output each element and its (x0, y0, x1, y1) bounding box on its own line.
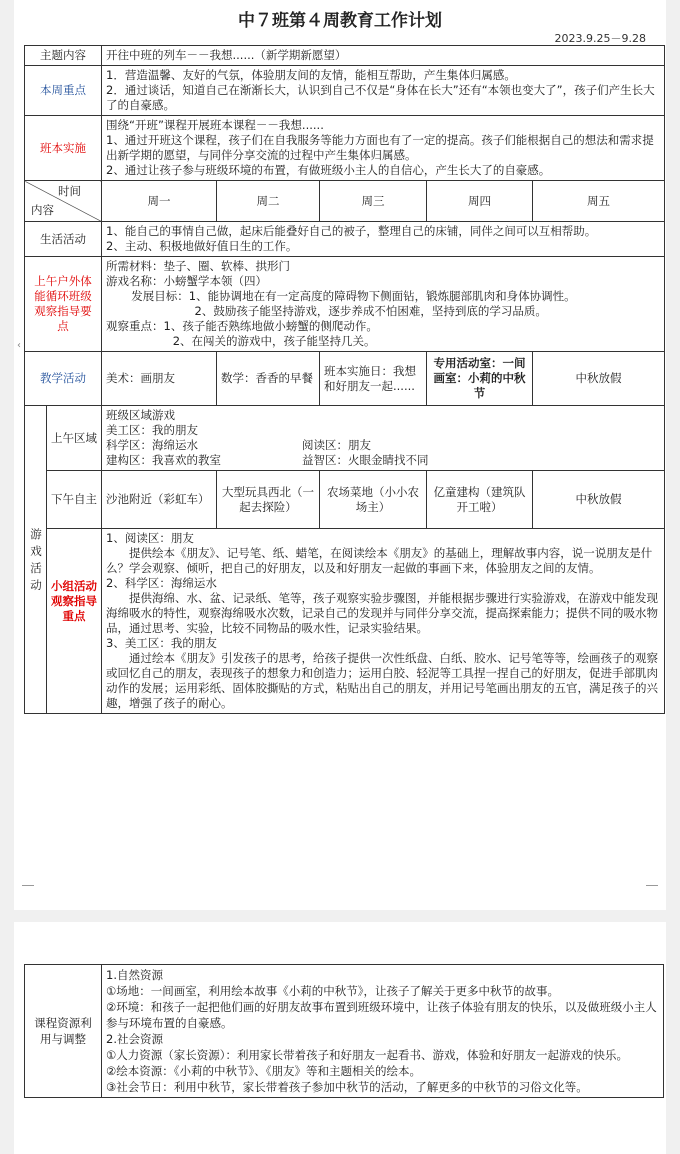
area-pair-2 (106, 453, 660, 468)
time-content-header (25, 181, 102, 222)
outdoor-label: 上午户外体能循环班级观察指导要点 (25, 257, 102, 352)
document-title: 中７班第４周教育工作计划 (238, 11, 442, 31)
content-header-label: 内容 (31, 203, 54, 217)
teaching-friday: 中秋放假 (533, 352, 665, 406)
area-art: 美工区：我的朋友 (106, 423, 198, 437)
outdoor-goal-2: 2、鼓励孩子能坚持游戏，逐步养成不怕困难，坚持到底的学习品质。 (194, 304, 547, 318)
morning-area-row (25, 406, 665, 471)
day-friday: 周五 (533, 181, 665, 222)
time-header-label: 时间 (58, 184, 81, 198)
teaching-tuesday: 数学：香香的早餐 (217, 352, 320, 406)
date-range: 2023.9.25－9.28 (554, 32, 646, 45)
resources-text: 1.自然资源 ①场地：一间画室，利用绘本故事《小莉的中秋节》，让孩子了解关于更多中秋节的故事。 ②环境：和孩子一起把他们画的好朋友故事布置到班级环境中，让孩子体验有朋友的快乐，以及做班级小主人参与环境布置的自豪感。 2.社会资源 ①人力资源（家长资源）：利用家长带着孩子和好朋友一起看书、游戏，体验和好朋友一起游戏的快乐。 ②绘本资源：《小莉的中秋节》、《朋友》等和主题相关的绘本。 ③社会节日：利用中秋节，家长带着孩子参加中秋节的活动，了解更多的中秋节的习俗文化等。 (102, 965, 664, 1098)
class-practice-text: 围绕“开班”课程开展班本课程－－我想...... 1、通过开班这个课程，孩子们在自我服务等能力方面也有了一定的提高。孩子们能根据自己的想法和需求提出新学期的愿望，与同伴分享交流的过程中产生集体归属感。 2、通过让孩子参与班级环境的布置，有做班级小主人的自信心，产生长大了的自豪感。 (102, 116, 665, 181)
document-page-1 (14, 0, 666, 910)
group-heading-3: 3、美工区：我的朋友 (106, 636, 217, 650)
area-pair-1 (106, 438, 660, 453)
outdoor-goal-1: 发展目标：1、能协调地在有一定高度的障碍物下侧面钻，锻炼腿部肌肉和身体协调性。 (131, 289, 576, 303)
teaching-thursday: 专用活动室：一间画室：小莉的中秋节 (427, 352, 533, 406)
theme-value: 开往中班的列车－－我想......（新学期新愿望） (102, 46, 665, 66)
afternoon-row (25, 471, 665, 529)
day-thursday: 周四 (427, 181, 533, 222)
resources-label: 课程资源利用与调整 (25, 965, 102, 1098)
day-monday: 周一 (102, 181, 217, 222)
group-paragraph-2: 提供海绵、水、盆、记录纸、笔等，孩子观察实验步骤图，并能根据步骤进行实验游戏，在游戏中能发现海绵吸水的特性，观察海绵吸水次数，记录自己的发现并与同伴分享交流，提高探索能力；提供不同的吸水物品，通过思考、实验，比较不同物品的吸水性，记录实验结果。 (106, 591, 658, 635)
group-activity-label: 小组活动观察指导重点 (47, 529, 102, 714)
afternoon-wednesday: 农场菜地（小小农场主） (320, 471, 427, 529)
area-science: 科学区：海绵运水 (106, 438, 198, 452)
day-header-row (25, 181, 665, 222)
outdoor-row (25, 257, 665, 352)
day-tuesday: 周二 (217, 181, 320, 222)
life-text: 1、能自己的事情自己做，起床后能叠好自己的被子，整理自己的床铺，同伴之间可以互相帮助。 2、主动、积极地做好值日生的工作。 (102, 222, 665, 257)
resources-table (24, 964, 664, 1098)
morning-area-content (102, 406, 665, 471)
group-heading-2: 2、科学区：海绵运水 (106, 576, 217, 590)
class-practice-row (25, 116, 665, 181)
theme-label: 主题内容 (25, 46, 102, 66)
resources-row (25, 965, 664, 1098)
group-paragraph-1: 提供绘本《朋友》、记号笔、纸、蜡笔，在阅读绘本《朋友》的基础上，理解故事内容，说一说朋友是什么？学会观察、倾听，把自己的好朋友，以及和好朋友一起做的事画下来，体验朋友之间的友情。 (106, 546, 653, 575)
outdoor-game-name: 游戏名称：小螃蟹学本领（四） (106, 274, 267, 288)
group-activity-row (25, 529, 665, 714)
life-label: 生活活动 (25, 222, 102, 257)
document-page-2 (14, 922, 666, 1154)
weekly-focus-text: 1．营造温馨、友好的气氛，体验朋友间的友情，能相互帮助，产生集体归属感。 2．通过谈话，知道自己在渐渐长大，认识到自己不仅是“身体在长大”还有“本领也变大了”，孩子们产生长大了的自豪感。 (102, 66, 665, 116)
afternoon-monday: 沙池附近（彩虹车） (102, 471, 217, 529)
morning-area-title: 班级区域游戏 (106, 408, 175, 422)
morning-area-label: 上午区域 (47, 406, 102, 471)
teaching-wednesday: 班本实施日：我想和好朋友一起...... (320, 352, 427, 406)
afternoon-friday: 中秋放假 (533, 471, 665, 529)
group-paragraph-3: 通过绘本《朋友》引发孩子的思考，给孩子提供一次性纸盘、白纸、胶水、记号笔等等，绘画孩子的观察或回忆自己的朋友，表现孩子的想象力和创造力；运用白胶、轻泥等工具捏一捏自己的好朋友，促进手部肌肉动作的发展；运用彩纸、固体胶撕贴的方式，粘贴出自己的朋友，并用记号笔画出朋友的五官，满足孩子的兴趣，增强了孩子的耐心。 (106, 651, 658, 710)
chevron-left-icon[interactable]: ‹ (17, 340, 21, 351)
outdoor-content (102, 257, 665, 352)
group-heading-1: 1、阅读区：朋友 (106, 531, 194, 545)
teaching-label: 教学活动 (25, 352, 102, 406)
class-practice-label: 班本实施 (25, 116, 102, 181)
teaching-monday: 美术：画朋友 (102, 352, 217, 406)
outdoor-materials: 所需材料：垫子、圈、软棒、拱形门 (106, 259, 290, 273)
area-reading: 阅读区：朋友 (302, 438, 371, 452)
game-label: 游戏活动 (30, 526, 42, 592)
page-corner-mark (22, 885, 34, 886)
group-activity-content (102, 529, 665, 714)
game-label-cell (25, 406, 47, 714)
afternoon-tuesday: 大型玩具西北（一起去探险） (217, 471, 320, 529)
area-building: 建构区：我喜欢的教室 (106, 453, 221, 467)
outdoor-observation-2: 2、在闯关的游戏中，孩子能坚持几关。 (172, 334, 376, 348)
plan-table (24, 45, 665, 714)
afternoon-thursday: 亿童建构（建筑队开工啦） (427, 471, 533, 529)
page-corner-mark (646, 885, 658, 886)
weekly-focus-label: 本周重点 (25, 66, 102, 116)
afternoon-label: 下午自主 (47, 471, 102, 529)
life-row (25, 222, 665, 257)
teaching-row (25, 352, 665, 406)
weekly-focus-row (25, 66, 665, 116)
day-wednesday: 周三 (320, 181, 427, 222)
area-puzzle: 益智区：火眼金睛找不同 (302, 453, 429, 467)
theme-row (25, 46, 665, 66)
outdoor-observation-1: 观察重点：1、孩子能否熟练地做小螃蟹的侧爬动作。 (106, 319, 378, 333)
